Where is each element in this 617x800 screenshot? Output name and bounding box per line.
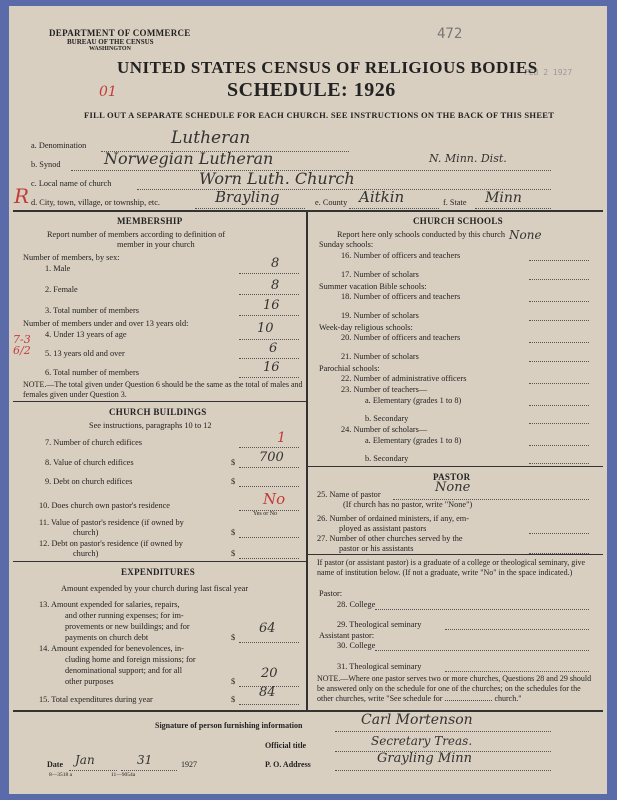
- q5-value: 6: [269, 341, 278, 356]
- q8-dollar: $: [231, 458, 236, 467]
- synod-label: b. Synod: [31, 160, 61, 169]
- q6-value: 16: [263, 360, 280, 375]
- date-day: 31: [137, 753, 153, 767]
- q17-label: 17. Number of scholars: [341, 270, 419, 279]
- expenditures-intro: Amount expended by your church during last fiscal year: [61, 584, 249, 593]
- date-month: Jan: [75, 753, 95, 767]
- q10-label: 10. Does church own pastor's residence: [39, 501, 170, 510]
- department-label: DEPARTMENT OF COMMERCE: [49, 28, 191, 38]
- sunday-schools-label: Sunday schools:: [319, 240, 374, 249]
- top-rule: [13, 210, 603, 212]
- bureau-label: BUREAU OF THE CENSUS: [67, 38, 154, 46]
- date-label: Date: [47, 760, 63, 769]
- print-code-2: 11—9054a: [111, 772, 136, 778]
- q13-label-3: provements or new buildings; and for: [65, 622, 190, 631]
- q19-label: 19. Number of scholars: [341, 311, 419, 320]
- q3-label: 3. Total number of members: [45, 306, 139, 315]
- q2-label: 2. Female: [45, 285, 78, 294]
- q24a-label: a. Elementary (grades 1 to 8): [365, 436, 462, 445]
- po-address-label: P. O. Address: [265, 760, 311, 769]
- q15-dollar: $: [231, 695, 236, 704]
- q12-label-1: 12. Debt on pastor's residence (if owned by: [39, 539, 183, 548]
- parochial-schools-label: Parochial schools:: [319, 364, 380, 373]
- q2-value: 8: [271, 278, 280, 293]
- q12-label-2: church): [73, 549, 99, 558]
- q14-dollar: $: [231, 677, 236, 686]
- q14-label-3: denominational support; and for all: [65, 666, 183, 675]
- q22-label: 22. Number of administrative officers: [341, 374, 467, 383]
- schools-title: CHURCH SCHOOLS: [413, 216, 503, 226]
- q14-label-1: 14. Amount expended for benevolences, in-: [39, 644, 184, 653]
- synod-district: N. Minn. Dist.: [429, 152, 507, 165]
- q10-value: No: [263, 490, 286, 508]
- membership-margin-note: 7-3 6/2: [13, 333, 31, 357]
- q25-value: None: [435, 480, 471, 495]
- q8-value: 700: [259, 450, 284, 465]
- summer-schools-label: Summer vacation Bible schools:: [319, 282, 427, 291]
- synod-value: Norwegian Lutheran: [104, 149, 274, 168]
- pastor-title: PASTOR: [433, 472, 471, 482]
- q9-label: 9. Debt on church edifices: [45, 477, 133, 486]
- pastor-note: NOTE.—Where one pastor serves two or more churches, Questions 28 and 29 should be answered only on the schedule for one of the churches; on the schedules for the other churches, write "See schedule for ........................ church.": [317, 674, 592, 703]
- q13-label-2: and other running expenses; for im-: [65, 611, 184, 620]
- q9-dollar: $: [231, 477, 236, 486]
- county-label: e. County: [315, 198, 348, 207]
- q23b-label: b. Secondary: [365, 414, 409, 423]
- rule-buildings: [13, 401, 306, 402]
- buildings-see-label: See instructions, paragraphs 10 to 12: [89, 421, 212, 430]
- q6-label: 6. Total number of members: [45, 368, 139, 377]
- city-label: WASHINGTON: [89, 46, 131, 52]
- q7-value: 1: [277, 430, 286, 446]
- q24b-label: b. Secondary: [365, 454, 409, 463]
- center-rule: [306, 210, 308, 710]
- q14-label-4: other purposes: [65, 677, 114, 686]
- instructions-line: FILL OUT A SEPARATE SCHEDULE FOR EACH CHURCH. SEE INSTRUCTIONS ON THE BACK OF THIS SHEET: [84, 110, 555, 120]
- city-value: Brayling: [215, 188, 280, 206]
- q25-note: (If church has no pastor, write "None"): [343, 500, 473, 509]
- official-title-label: Official title: [265, 741, 307, 750]
- schedule-title: SCHEDULE: 1926: [227, 79, 396, 101]
- q21-label: 21. Number of scholars: [341, 352, 419, 361]
- q18-label: 18. Number of officers and teachers: [341, 292, 461, 301]
- graduate-note: If pastor (or assistant pastor) is a graduate of a college or theological seminary, give name of institution below. (If not a graduate, write "No" in the space indicated.): [317, 558, 586, 577]
- q5-label: 5. 13 years old and over: [45, 349, 125, 358]
- q15-value: 84: [259, 685, 276, 700]
- q26-label-1: 26. Number of ordained ministers, if any, em-: [317, 514, 469, 523]
- membership-intro-1: Report number of members according to definition of: [47, 230, 226, 239]
- q13-value: 64: [259, 621, 276, 636]
- q14-label-2: cluding home and foreign missions; for: [65, 655, 196, 664]
- received-stamp: FEB 2 1927: [524, 68, 573, 77]
- schools-intro: Report here only schools conducted by this church: [337, 230, 505, 239]
- q26-label-2: ployed as assistant pastors: [339, 524, 427, 533]
- q27-label-2: pastor or his assistants: [339, 544, 414, 553]
- q24-label: 24. Number of scholars—: [341, 425, 428, 434]
- q12-dollar: $: [231, 549, 236, 558]
- form-number: 472: [437, 26, 463, 42]
- red-code-mark: 01: [99, 84, 117, 100]
- q14-value: 20: [261, 666, 278, 681]
- q8-label: 8. Value of church edifices: [45, 458, 134, 467]
- q23-label: 23. Number of teachers—: [341, 385, 428, 394]
- sunday-schools-value: None: [509, 228, 542, 242]
- city-label-field: d. City, town, village, or township, etc.: [31, 198, 160, 207]
- membership-title: MEMBERSHIP: [117, 216, 183, 226]
- margin-r-mark: R: [14, 184, 30, 208]
- signature-value: Carl Mortenson: [361, 712, 473, 728]
- form-title: UNITED STATES CENSUS OF RELIGIOUS BODIES: [117, 58, 538, 77]
- q4-label: 4. Under 13 years of age: [45, 330, 127, 339]
- q3-value: 16: [263, 298, 280, 313]
- rule-expenditures: [13, 561, 306, 562]
- po-address-value: Grayling Minn: [377, 751, 473, 766]
- signature-label: Signature of person furnishing information: [155, 721, 303, 730]
- q11-label-1: 11. Value of pastor's residence (if owned by: [39, 518, 184, 527]
- members-by-sex-label: Number of members, by sex:: [23, 253, 120, 262]
- county-value: Aitkin: [359, 188, 405, 206]
- rule-pastor: [307, 466, 603, 467]
- pastor-sub-label: Pastor:: [319, 589, 343, 598]
- state-label: f. State: [443, 198, 467, 207]
- assistant-pastor-label: Assistant pastor:: [319, 631, 375, 640]
- date-year: 1927: [181, 760, 197, 769]
- q20-label: 20. Number of officers and teachers: [341, 333, 461, 342]
- state-value: Minn: [485, 190, 522, 206]
- q13-label-4: payments on church debt: [65, 633, 149, 642]
- q15-label: 15. Total expenditures during year: [39, 695, 153, 704]
- expenditures-title: EXPENDITURES: [121, 567, 196, 577]
- rule-grad: [307, 554, 603, 555]
- buildings-title: CHURCH BUILDINGS: [109, 407, 207, 417]
- q11-label-2: church): [73, 528, 99, 537]
- print-code: 8—3518 a: [49, 772, 73, 778]
- q4-value: 10: [257, 321, 274, 336]
- q23a-label: a. Elementary (grades 1 to 8): [365, 396, 462, 405]
- official-title-value: Secretary Treas.: [371, 734, 473, 748]
- church-name-label: c. Local name of church: [31, 179, 112, 188]
- q1-value: 8: [271, 256, 280, 271]
- q13-label-1: 13. Amount expended for salaries, repairs,: [39, 600, 180, 609]
- denomination-label: a. Denomination: [31, 141, 87, 150]
- q1-label: 1. Male: [45, 264, 71, 273]
- q27-label-1: 27. Number of other churches served by the: [317, 534, 463, 543]
- q30-label: 30. College: [337, 641, 376, 650]
- membership-intro-2: member in your church: [117, 240, 195, 249]
- church-name-value: Worn Luth. Church: [199, 169, 355, 188]
- census-schedule-page: [9, 6, 607, 794]
- q16-label: 16. Number of officers and teachers: [341, 251, 461, 260]
- q25-label: 25. Name of pastor: [317, 490, 381, 499]
- q31-label: 31. Theological seminary: [337, 662, 422, 671]
- q29-label: 29. Theological seminary: [337, 620, 422, 629]
- q28-label: 28. College: [337, 600, 376, 609]
- q11-dollar: $: [231, 528, 236, 537]
- weekday-schools-label: Week-day religious schools:: [319, 323, 413, 332]
- age-header-label: Number of members under and over 13 years old:: [23, 319, 189, 328]
- denomination-value: Lutheran: [171, 128, 251, 148]
- q10-yes-no-hint: Yes or No: [253, 511, 278, 517]
- membership-note: NOTE.—The total given under Question 6 should be the same as the total of males and females given under Question 3.: [23, 380, 303, 399]
- q7-label: 7. Number of church edifices: [45, 438, 142, 447]
- bottom-rule: [13, 710, 603, 712]
- q13-dollar: $: [231, 633, 236, 642]
